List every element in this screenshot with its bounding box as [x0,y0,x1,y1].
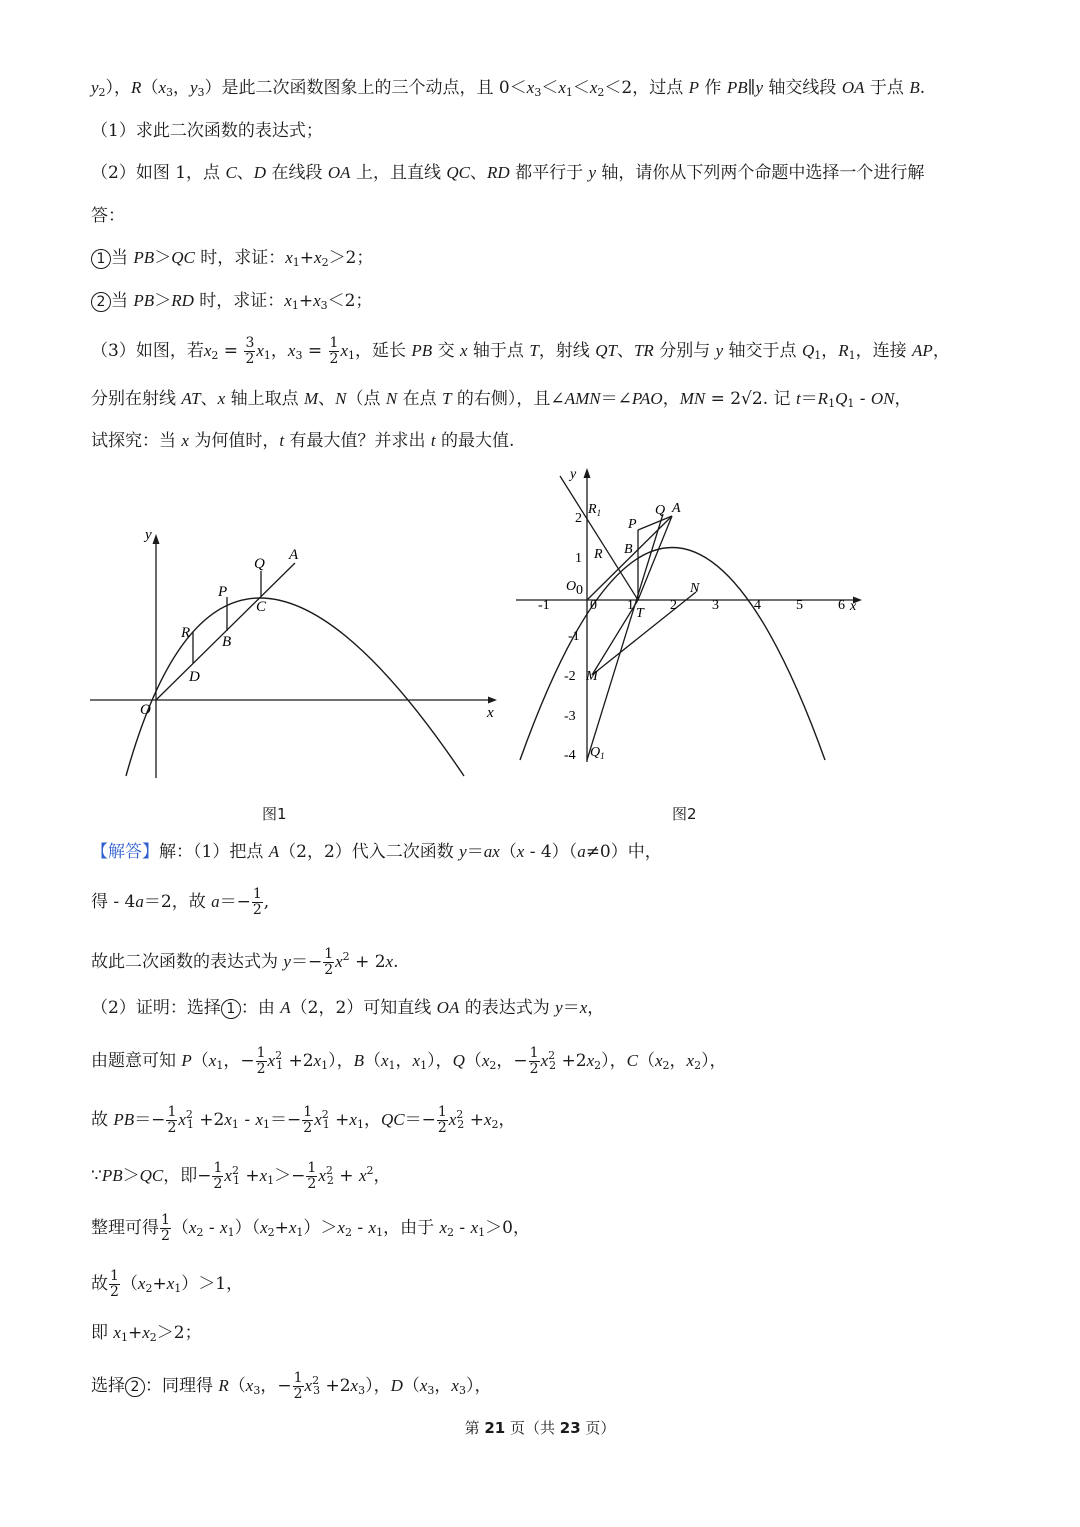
fraction: $\frac{1}{2}$ [324,946,334,978]
page-footer: 第 21 页（共 23 页） [464,1419,616,1437]
y-axis-arrow [153,534,160,544]
label-r: R [594,547,603,562]
label-m: M [586,669,598,684]
problem-line-3: （2）如图 1，点 C、D 在线段 OA 上，且直线 QC、RD 都平行于 y 轴，请你从下列两个命题中选择一个进行解 [91,163,925,183]
label-d: D [189,669,200,685]
problem-line-6: 2 当 PB＞RD 时，求证：$x_1+x_3<2$； [91,289,372,318]
solution-line-1: 【解答】解：（1）把点 A（2，2）代入二次函数 y＝ax（x - 4）（a≠0）中， [91,842,662,862]
fraction: $\frac{1}{2}$ [256,1045,266,1077]
solution-line-8: 整理可得 $\frac{1}{2}$ $(x_2 - x_1)(x_2+x_1)>x_2 - x_1$，由于 $x_2 - x_1>0$， [91,1212,530,1244]
solution-line-3: 故此二次函数的表达式为 y＝− $\frac{1}{2}$ $x^2 + 2x$. [91,946,399,978]
label-q1: $Q_1$ [590,745,605,761]
fraction: $\frac{1}{2}$ [110,1268,119,1300]
label-r: R [181,625,191,641]
label-x: x [850,599,857,614]
tick-x-4: 4 [754,598,761,613]
label-a: A [672,501,681,516]
tick-x-2: 2 [670,598,677,613]
solution-line-6: 故 PB＝− $\frac{1}{2}$ $x^2_1 +2x_1 - x_1=-$ $\frac{1}{2}$ $x^2_1 +x_1$，QC＝− $\frac{1}{2}$ $x^2_2 +x_2$， [91,1104,516,1136]
label-n: N [690,581,700,596]
x-axis-arrow [488,697,497,704]
fraction: $\frac{1}{2}$ [252,886,262,918]
problem-line-4: 答： [91,206,125,226]
problem-line-1: $y_2$），$R(x_3$，$y_3$）是此二次函数图象上的三个动点，且 $0<x_3<x_1<x_2<2$，过点 P 作 PB∥y 轴交线段 OA 于点 B. [91,78,926,99]
tick-y-1: 1 [575,551,582,566]
label-c: C [256,599,267,615]
circled-two: 2 [125,1377,145,1397]
label-o-zero: 0 [576,583,583,598]
circled-one: 1 [221,999,241,1019]
fraction: $\frac{1}{2}$ [161,1212,170,1244]
solution-line-7: ∵PB＞QC，即− $\frac{1}{2}$ $x^2_1 +x_1>-$ $\frac{1}{2}$ $x^2_2 + x^2$， [91,1160,391,1192]
label-p: P [218,584,228,600]
solution-line-11: 选择 2 ：同理得 $R(x_3$，− $\frac{1}{2}$ $x^2_3 +2x_3$），$D(x_3$，$x_3$）， [91,1370,492,1402]
label-b: B [624,542,633,557]
figure-2-caption: 图2 [672,805,697,823]
label-zero: 0 [590,598,597,613]
fraction: $\frac{1}{2}$ [213,1160,223,1192]
label-t: T [636,606,644,621]
fraction: $\frac{1}{2}$ [437,1104,447,1136]
y-axis-arrow [584,468,591,478]
solution-line-9: 故 $\frac{1}{2}$ $(x_2+x_1)>1$， [91,1268,244,1300]
tick-x-neg1: -1 [538,598,550,613]
solution-line-2: 得 - 4a＝2，故 a＝− $\frac{1}{2}$ , [91,886,270,918]
problem-line-7: （3）如图，若$x_2$ = $\frac{3}{2}$ $x_1$，$x_3$ = $\frac{1}{2}$ $x_1$，延长 PB 交 x 轴于点 T，射线 QT、TR 分别与 y 轴交于点 $Q_1$，$R_1$，连接 AP， [91,335,950,367]
label-b: B [222,634,232,650]
tick-y-neg4: -4 [564,748,576,763]
circled-one: 1 [91,249,111,269]
label-o: O [140,702,151,718]
label-a: A [289,547,299,563]
fraction: $\frac{1}{2}$ [529,1045,539,1077]
label-r1: $R_1$ [588,502,602,518]
fraction: $\frac{3}{2}$ [245,335,255,367]
label-x: x [487,705,494,721]
tick-y-2: 2 [575,511,582,526]
label-q: Q [655,503,666,518]
fraction: $\frac{1}{2}$ [293,1370,303,1402]
fraction: $\frac{1}{2}$ [329,335,339,367]
label-p: P [628,517,637,532]
problem-line-8: 分别在射线 AT、x 轴上取点 M、N（点 N 在点 T 的右侧），且∠AMN＝∠PAO，MN = 2√2. 记 $t=R_1Q_1$ - ON， [91,389,912,410]
fraction: $\frac{1}{2}$ [307,1160,317,1192]
figure-2 [510,462,875,767]
label-q: Q [254,556,265,572]
problem-line-2: （1）求此二次函数的表达式； [91,121,323,141]
solution-line-4: （2）证明：选择 1 ：由 A（2，2）可知直线 OA 的表达式为 y＝x， [91,998,605,1018]
segment-mn [592,592,696,675]
tick-x-1: 1 [627,598,634,613]
tick-x-5: 5 [796,598,803,613]
tick-y-neg1: -1 [568,629,580,644]
solution-line-5: 由题意可知 $P(x_1$，− $\frac{1}{2}$ $x^2_1 +2x_1$），$B(x_1$，$x_1$），$Q(x_2$，− $\frac{1}{2}$ $x^2_2 +2x_2$），$C(x_2$，$x_2$）， [91,1045,727,1077]
fraction: $\frac{1}{2}$ [303,1104,313,1136]
label-y: y [145,527,152,543]
tick-x-3: 3 [712,598,719,613]
fraction: $\frac{1}{2}$ [167,1104,177,1136]
parabola [126,598,464,776]
answer-tag: 【解答】 [91,842,159,862]
solution-line-10: 即 $x_1+x_2>2$； [91,1323,202,1344]
tick-y-neg2: -2 [564,669,576,684]
circled-two: 2 [91,292,111,312]
problem-line-5: 1 当 PB＞QC 时，求证：$x_1+x_2>2$； [91,246,373,275]
label-o: O [566,579,577,594]
figure-1 [85,520,505,785]
tick-x-6: 6 [838,598,845,613]
label-y: y [570,467,577,482]
figure-1-caption: 图1 [262,805,287,823]
problem-line-9: 试探究：当 x 为何值时，t 有最大值？并求出 t 的最大值. [91,431,515,451]
tick-y-neg3: -3 [564,709,576,724]
